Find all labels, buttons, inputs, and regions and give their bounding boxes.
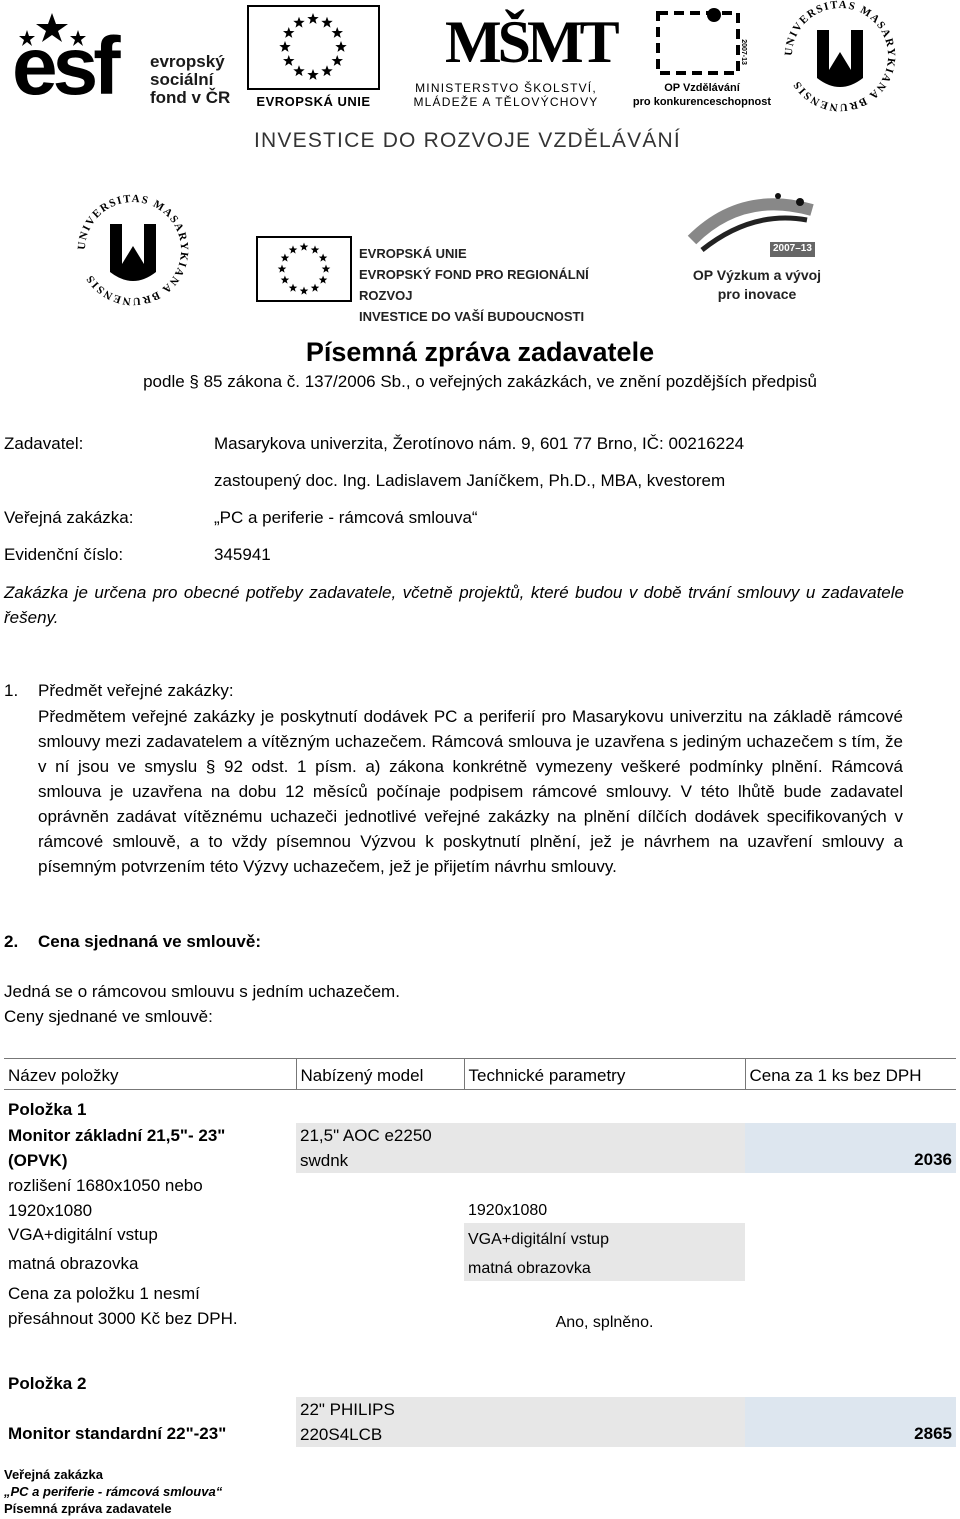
footer-line2: „PC a periferie - rámcová smlouva“	[4, 1484, 223, 1499]
opvk-mark-icon	[628, 3, 776, 83]
mu-logo-second	[73, 192, 193, 307]
opvavpi-logo	[682, 190, 832, 308]
item1-price: 2036	[745, 1123, 956, 1173]
mu-logo-top	[779, 0, 901, 112]
mu-seal-icon	[779, 0, 901, 112]
item2-title: Monitor standardní 22"-23"	[8, 1424, 227, 1443]
header-nazev: Název položky	[4, 1059, 296, 1090]
item1-req-price: Cena za položku 1 nesmí přesáhnout 3000 Kč bez DPH.	[8, 1283, 238, 1328]
table-row	[4, 1173, 956, 1223]
opvavpi-swoosh-icon	[682, 190, 832, 270]
table-row	[4, 1090, 956, 1123]
section2-line2: Ceny sjednané ve smlouvě:	[4, 1007, 213, 1026]
table-row	[4, 1123, 956, 1173]
section1-title: Předmět veřejné zakázky:	[38, 681, 234, 700]
esf-logo	[12, 8, 242, 113]
footer-line1: Veřejná zakázka	[4, 1467, 104, 1482]
evidencni-value: 345941	[214, 545, 271, 564]
eu-flag-icon-2	[256, 236, 352, 302]
opvavpi-line1: OP Výzkum a vývoj	[692, 267, 822, 283]
esf-line2: sociální	[150, 70, 214, 89]
section1-heading	[4, 679, 234, 704]
header-parametry: Technické parametry	[464, 1059, 745, 1090]
item1-param-resolution: 1920x1080	[468, 1202, 548, 1220]
zakazka-label: Veřejná zakázka:	[4, 508, 134, 527]
item2-price: 2865	[745, 1397, 956, 1447]
erdf-line3: INVESTICE DO VAŠÍ BUDOUCNOSTI	[359, 309, 585, 324]
opvavpi-years: 2007–13	[770, 242, 815, 257]
msmt-logo	[390, 3, 622, 111]
esf-line1: evropský	[150, 52, 225, 71]
esf-line3: fond v ČR	[150, 88, 231, 107]
item1-req-matte: matná obrazovka	[8, 1253, 139, 1273]
page-footer	[4, 1466, 222, 1517]
msmt-line1: MINISTERSTVO ŠKOLSTVÍ,	[415, 81, 597, 95]
item1-req-resolution: rozlišení 1680x1050 nebo 1920x1080	[8, 1175, 203, 1220]
msmt-letters: MŠMT	[445, 9, 616, 75]
zakazka-value: „PC a periferie - rámcová smlouva“	[214, 508, 478, 527]
msmt-line2: MLÁDEŽE A TĚLOVÝCHOVY	[413, 95, 599, 109]
item1-title: Monitor základní 21,5"- 23" (OPVK)	[8, 1125, 226, 1170]
eu-caption: EVROPSKÁ UNIE	[256, 94, 371, 109]
zakazka-note: Zakázka je určena pro obecné potřeby zadavatele, včetně projektů, které budou v době trvání smlouvy u zadavatele řešeny.	[4, 583, 904, 627]
mu-seal-icon-2	[73, 192, 193, 307]
opvk-logo	[628, 3, 776, 111]
table-row	[4, 1223, 956, 1252]
eu-flag-icon	[247, 5, 380, 90]
document-subtitle: podle § 85 zákona č. 137/2006 Sb., o veřejných zakázkách, ve znění pozdějších předpisů	[143, 372, 817, 391]
section2-heading	[4, 930, 261, 955]
table-row	[4, 1281, 956, 1335]
opvk-line1: OP Vzdělávání	[664, 82, 740, 94]
opvk-line2: pro konkurenceschopnost	[632, 96, 772, 108]
erdf-line1: EVROPSKÁ UNIE	[359, 246, 467, 261]
item1-param-matte: matná obrazovka	[464, 1252, 745, 1281]
header-cena: Cena za 1 ks bez DPH	[745, 1059, 956, 1090]
section2-line1: Jedná se o rámcovou smlouvu s jedním uchazečem.	[4, 982, 400, 1001]
item1-param-vga: VGA+digitální vstup	[464, 1223, 745, 1252]
section1-body: Předmětem veřejné zakázky je poskytnutí dodávek PC a periferií pro Masarykovu univerzitu na základě rámcové smlouvy mezi zadavatelem a vítězným uchazečem. Rámcová smlouva je uzavřena s jediným uchazečem s tím, že v ní jsou ve smyslu § 92 odst. 1 písm. a) zákona konkrétně vymezeny veškeré podmínky plnění. Rámcová smlouva je uzavřena na dobu 12 měsíců počínaje podpisem rámcové smlouvy. V této lhůtě bude zadavatel oprávněn zadávat vítěznému uchazeči jednotlivé veřejné zakázky na plnění dílčích dodávek specifikovaných v rámcové smlouvě, a to vždy písemnou Výzvou k poskytnutí plnění, jež je návrhem na uzavření smlouvy a písemným potvrzením této Výzvy uchazečem, jež je přijetím návrhu smlouvy.	[38, 707, 903, 876]
table-row	[4, 1252, 956, 1281]
price-table	[4, 1058, 956, 1447]
table-header-row	[4, 1059, 956, 1090]
item2-name: Položka 2	[8, 1374, 87, 1393]
erdf-logo	[256, 236, 636, 324]
zadavatel-value: Masarykova univerzita, Žerotínovo nám. 9, 601 77 Brno, IČ: 00216224	[214, 434, 745, 453]
header-model: Nabízený model	[296, 1059, 464, 1090]
item1-req-vga: VGA+digitální vstup	[8, 1224, 158, 1244]
eu-logo	[247, 5, 380, 110]
evidencni-label: Evidenční číslo:	[4, 545, 124, 564]
mu-ring-text-top: UNIVERSITAS MASARYKIANA BRUNENSIS	[782, 0, 898, 112]
opvk-years: 2007-13	[739, 39, 747, 65]
item2-model: 22" PHILIPS 220S4LCB	[296, 1397, 464, 1447]
mu-ring-text-second: UNIVERSITAS MASARYKIANA BRUNENSIS	[75, 192, 191, 307]
section1-number: 1.	[4, 681, 19, 700]
item1-name: Položka 1	[8, 1100, 87, 1119]
item1-param-price: Ano, splněno.	[555, 1314, 654, 1332]
table-row	[4, 1397, 956, 1447]
item1-model: 21,5" AOC e2250 swdnk	[296, 1123, 464, 1173]
banner-investice: INVESTICE DO ROZVOJE VZDĚLÁVÁNÍ	[254, 129, 681, 152]
zadavatel-label: Zadavatel:	[4, 434, 84, 453]
section2-title: Cena sjednaná ve smlouvě:	[38, 932, 261, 951]
zastoupeny-text: zastoupený doc. Ing. Ladislavem Janíčkem, Ph.D., MBA, kvestorem	[214, 471, 726, 490]
opvavpi-line2: pro inovace	[717, 286, 797, 302]
footer-line3: Písemná zpráva zadavatele	[4, 1501, 172, 1516]
esf-letters: esf	[12, 21, 116, 112]
section2-number: 2.	[4, 932, 19, 951]
document-title: Písemná zpráva zadavatele	[305, 337, 655, 367]
table-row	[4, 1335, 956, 1397]
erdf-line2: EVROPSKÝ FOND PRO REGIONÁLNÍ ROZVOJ	[359, 267, 589, 303]
